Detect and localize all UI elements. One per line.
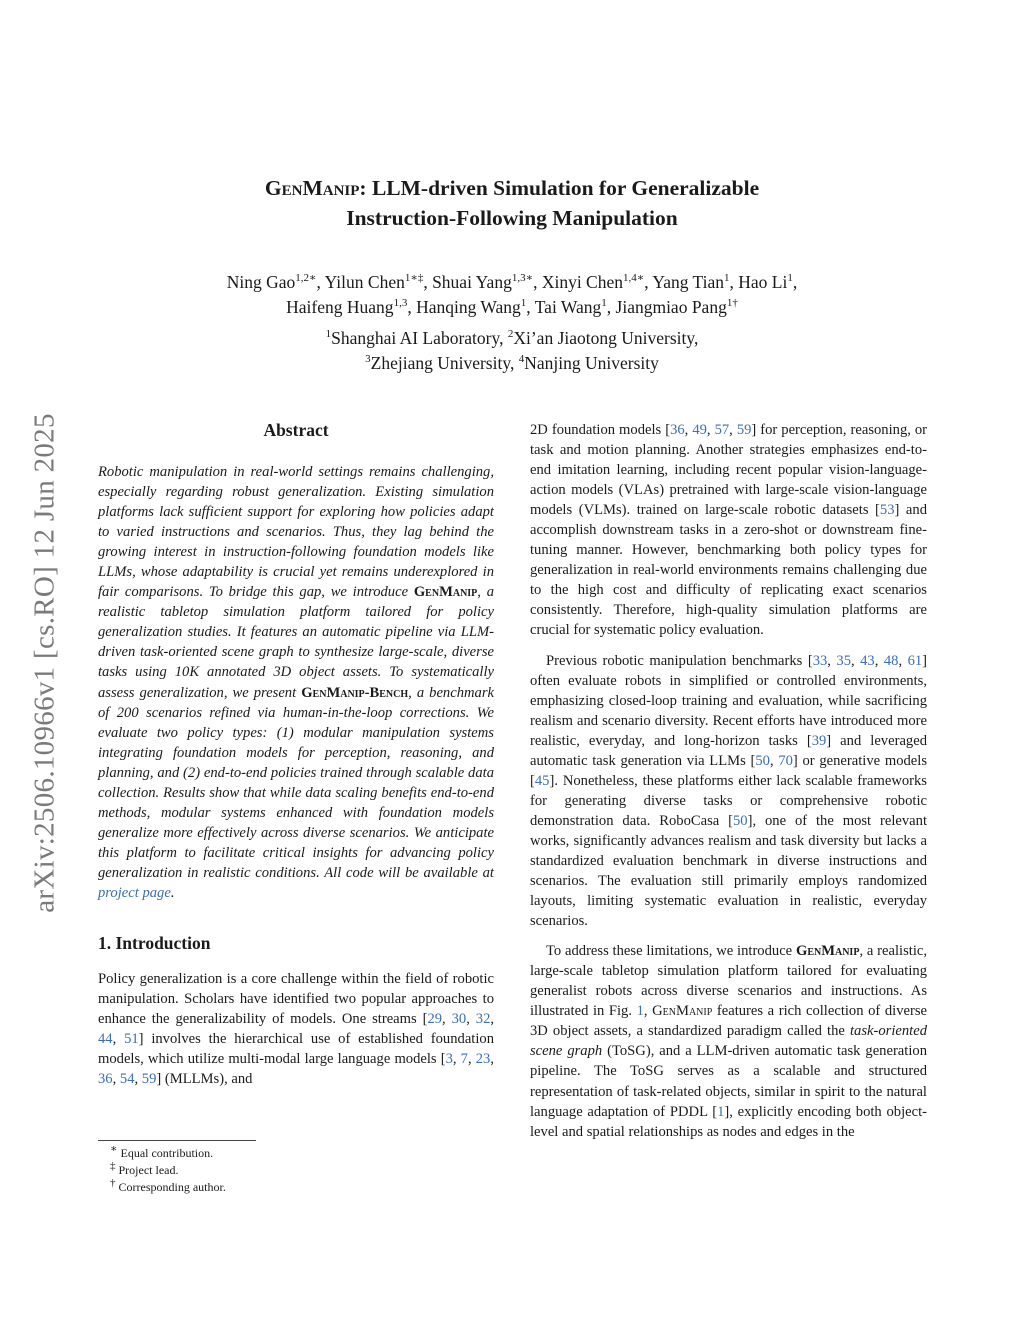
title-name-part1: Gen	[264, 176, 303, 200]
citation-link[interactable]: 43	[860, 652, 875, 669]
citation-link[interactable]: 59	[141, 1071, 157, 1088]
citation-link[interactable]: 48	[883, 652, 899, 669]
author: Shuai Yang$^{1,3∗}$	[432, 272, 534, 292]
abstract-text: Robotic manipulation in real-world settings remains challenging, especially regarding robust generalization. Existing simulation platforms lack sufficient support for exploring how policies adapt to varied instructions and scenarios. Thus, they lag behind the growing interest in instruction-following foundation models like LLMs, whose adaptability is crucial yet remains underexplored in fair comparisons. To bridge this gap, we introduce GenManip, a realistic tabletop simulation platform tailored for policy generalization studies. It features an automatic pipeline via LLM-driven task-oriented scene graph to synthesize large-scale, diverse tasks using 10K annotated 3D object assets. To systematically assess generalization, we present GenManip-Bench, a benchmark of 200 scenarios refined via human-in-the-loop corrections. We evaluate two policy types: (1) modular manipulation systems integrating foundation models for perception, reasoning, and planning, and (2) end-to-end policies trained through scalable data collection. Results show that while data scaling benefits end-to-end methods, modular systems enhanced with foundation models generalize more effectively across diverse scenarios. We anticipate this platform to facilitate critical insights for advancing policy generalization in realistic conditions. All code will be available at project page.	[98, 464, 495, 901]
author: Hao Li$^1$	[738, 272, 793, 292]
citation-link[interactable]: 23	[475, 1051, 491, 1068]
footnote-item: ∗ Equal contribution.	[110, 1143, 214, 1160]
author: Ning Gao$^{1,2∗}$	[226, 272, 317, 292]
author-line-1: Ning Gao$^{1,2∗}$, Yilun Chen$^{1∗\ddagger}$, Shuai Yang$^{1,3∗}$, Xinyi Chen$^{1,4∗}$, Yang Tian$^1$, Hao Li$^1$,	[226, 272, 798, 292]
title-name-part2: Manip	[302, 176, 360, 200]
footnote-divider	[98, 1140, 256, 1141]
citation-link[interactable]: 33	[812, 652, 828, 669]
author: Haifeng Huang$^{1,3}$	[286, 296, 408, 317]
citation-link[interactable]: 54	[119, 1071, 135, 1088]
affiliation-line-1: $^1$Shanghai AI Laboratory, $^2$Xi’an Jiaotong University,	[325, 328, 699, 348]
author: Hanqing Wang$^1$	[416, 296, 527, 317]
figure-link[interactable]: 1	[636, 1003, 644, 1020]
author: Yang Tian$^1$	[652, 272, 730, 292]
citation-link[interactable]: 39	[811, 732, 827, 749]
citation-link[interactable]: 30	[451, 1011, 467, 1028]
left-column	[98, 418, 494, 1089]
citation-link[interactable]: 49	[692, 422, 707, 438]
citation-link[interactable]: 50	[755, 752, 770, 769]
affiliation: $^3$Zhejiang University	[365, 352, 510, 373]
title-line-2: Instruction-Following Manipulation	[346, 206, 678, 230]
author: Yilun Chen$^{1∗\ddagger}$	[324, 272, 424, 292]
citation-link[interactable]: 29	[427, 1011, 443, 1028]
footnotes	[110, 1145, 226, 1196]
abstract-heading: Abstract	[263, 420, 329, 440]
affiliation-list	[112, 326, 912, 375]
citation-link[interactable]: 36	[670, 422, 685, 438]
citation-link[interactable]: 7	[460, 1051, 468, 1068]
arxiv-side-stamp	[30, 375, 60, 950]
project-page-link[interactable]: project page	[98, 884, 171, 901]
citation-link[interactable]: 57	[714, 422, 730, 438]
citation-link[interactable]: 61	[907, 652, 923, 669]
citation-link[interactable]: 45	[534, 772, 550, 789]
author: Jiangmiao Pang$^{1\dagger}$	[615, 296, 738, 317]
citation-link[interactable]: 53	[879, 502, 895, 519]
right-paragraph-3: To address these limitations, we introduce GenManip, a realistic, large-scale tabletop simulation platform tailored for evaluating generalist robots across diverse scenarios and instructions. As illustrated in Fig. 1, GenManip features a rich collection of diverse 3D object assets, a standardized paradigm called the task-oriented scene graph (ToSG), and a LLM-driven automatic task generation pipeline. The ToSG serves as a scalable and structured representation of task-related objects, similar in spirit to the natural language adaptation of PDDL [1], explicitly encoding both object-level and spatial relationships as nodes and edges in the	[530, 943, 928, 1140]
paper-title	[112, 173, 912, 233]
citation-link[interactable]: 51	[124, 1031, 139, 1048]
arxiv-identifier: arXiv:2506.10966v1 [cs.RO] 12 Jun 2025	[28, 412, 61, 913]
introduction-heading: 1. Introduction	[98, 933, 211, 954]
citation-link[interactable]: 70	[778, 752, 793, 769]
affiliation: $^4$Nanjing University	[518, 352, 659, 373]
intro-paragraph-1: Policy generalization is a core challenge within the field of robotic manipulation. Scholars have identified two popular approaches to enhance the generalizability of models. One streams [29, 30, 32, 44, 51] involves the hierarchical use of established foundation models, which utilize multi-modal large language models [3, 7, 23, 36, 54, 59] (MLLMs), and	[98, 971, 495, 1088]
citation-link[interactable]: 1	[717, 1103, 725, 1120]
author-line-2: Haifeng Huang$^{1,3}$, Hanqing Wang$^1$, Tai Wang$^1$, Jiangmiao Pang$^{1\dagger}$	[286, 296, 738, 317]
right-column	[530, 420, 927, 1142]
citation-link[interactable]: 36	[98, 1071, 113, 1088]
citation-link[interactable]: 44	[98, 1031, 113, 1048]
affiliation: $^1$Shanghai AI Laboratory	[325, 328, 500, 348]
author: Tai Wang$^1$	[534, 296, 607, 317]
citation-link[interactable]: 35	[836, 652, 851, 669]
affiliation-line-2: $^3$Zhejiang University, $^4$Nanjing University	[365, 352, 659, 373]
author: Xinyi Chen$^{1,4∗}$	[541, 272, 645, 292]
title-rest: : LLM-driven Simulation for Generalizable	[359, 176, 760, 200]
citation-link[interactable]: 59	[736, 422, 752, 438]
author-list	[112, 270, 912, 319]
citation-link[interactable]: 32	[475, 1011, 491, 1028]
citation-link[interactable]: 3	[445, 1051, 453, 1068]
footnote-item: † Corresponding author.	[110, 1177, 226, 1194]
title-line-1	[112, 173, 912, 203]
footnote-item: ‡ Project lead.	[110, 1160, 179, 1177]
citation-link[interactable]: 50	[732, 812, 748, 829]
right-paragraph-1: 2D foundation models [36, 49, 57, 59] for perception, reasoning, or task and motion planning. Another strategies emphasizes end-to-end imitation learning, including recent popular vision-language-action models (VLAs) pretrained with large-scale vision-language models (VLMs). trained on large-scale robotic datasets [53] and accomplish downstream tasks in a zero-shot or downstream fine-tuning manner. However, benchmarking both policy types for generalization in real-world environments remains challenging due to the high cost and difficulty of replicating exact scenarios consistently. Therefore, high-quality simulation platforms are crucial for systematic policy evaluation.	[530, 422, 928, 639]
right-paragraph-2: Previous robotic manipulation benchmarks [33, 35, 43, 48, 61] often evaluate robots in simplified or controlled environments, emphasizing closed-loop training and evaluation, while sacrificing realism and scenario diversity. Recent efforts have introduced more realistic, everyday, and long-horizon tasks [39] and leveraged automatic task generation via LLMs [50, 70] or generative models [45]. Nonetheless, these platforms either lack scalable frameworks for generating diverse tasks or comprehensive robotic demonstration data. RoboCasa [50], one of the most relevant works, significantly advances realism and task diversity but lacks a standardized evaluation benchmark in diverse instructions and scenarios. The evaluation still primarily employs randomized layouts, limiting systematic evaluation in realistic, everyday scenarios.	[530, 652, 928, 930]
affiliation: $^2$Xi’an Jiaotong University	[507, 328, 694, 348]
